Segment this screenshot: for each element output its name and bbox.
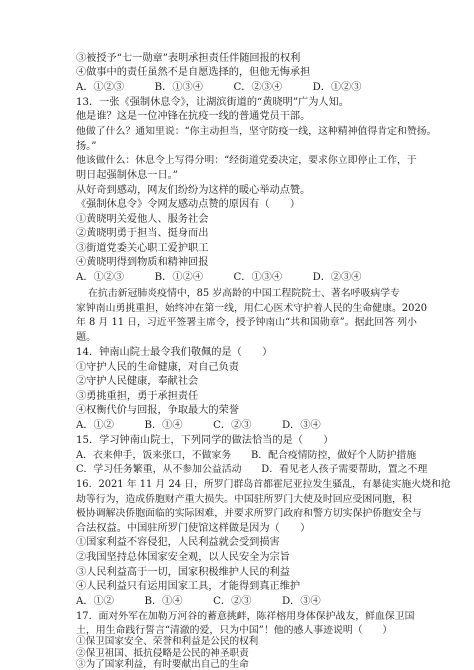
q13-option-2: ②黄晓明勇于担当、挺身而出	[76, 228, 209, 239]
q13-text-line: 他是谁？这是一位冲锋在抗疫一线的普通党员干部。	[76, 111, 311, 122]
q14-option-2: ②守护人民健康，奉献社会	[76, 376, 199, 387]
q16-stem: 16．2021 年 11 月 24 日，所罗门群岛首都霍尼亚拉发生骚乱，有暴徒实施火烧和抢	[76, 479, 451, 490]
q16-text-line: 劫等行为，造成侨胞财产重大损失。中国驻所罗门大使及时回应受困同胞，积	[76, 494, 412, 505]
q17-stem: 17．面对外军在加勒万河谷的蓄意挑衅，陈祥榕用身体保护战友，鲜血保卫国	[76, 611, 415, 622]
q14-stem: 14．钟南山院士最令我们敬佩的是（ ）	[76, 347, 273, 358]
q16-option-2: ②我国坚持总体国家安全观，以人民安全为宗旨	[76, 552, 290, 563]
q13-text-line: 他该做什么：休息令上写得分明：“经街道党委决定，要求你立即停止工作，于	[76, 155, 417, 166]
q13-option-1: ①黄晓明关爱他人、服务社会	[76, 214, 209, 225]
q13-stem: 13．一张《强制休息令》，让湖滨街道的“黄晓明”广为人知。	[76, 97, 349, 108]
q15-choices-ab: A．衣来伸手，饭来张口，不做家务 B．配合疫情防控，做好个人防护措施	[76, 450, 417, 461]
q14-option-3: ③勇挑重担，勇于承担责任	[76, 391, 199, 402]
q17-option-3: ③为了国家利益，有时要献出自己的生命	[76, 659, 249, 670]
q12-option-4: ④做事中的责任虽然不是自愿选择的，但他无悔承担	[76, 67, 311, 78]
q13-text-line: 明日起强制休息一日。”	[76, 170, 178, 181]
q15-choices-cd: C．学习任务繁重，从不参加公益活动 D．看见老人孩子需要帮助，置之不理	[76, 464, 428, 475]
q12-answer-choices: A．①②③ B．①③④ C．②③④ D．①②③	[76, 82, 362, 93]
q13-text-line: 从好奇到感动，网友们纷纷为这样的暖心举动点赞。	[76, 185, 311, 196]
q14-option-1: ①守护人民的生命健康，对自己负责	[76, 362, 239, 373]
q16-option-1: ①国家利益不容侵犯，人民利益就会受到损害	[76, 537, 280, 548]
q13-option-3: ③街道党委关心职工爱护职工	[76, 243, 209, 254]
q16-option-3: ③人民利益高于一切，国家积极维护人民的利益	[76, 567, 290, 578]
q17-option-1: ①保卫国家安全、荣誉和利益是公民的权利	[76, 636, 259, 647]
passage-line: 年 8 月 11 日，习近平签署主席令，授予钟南山“共和国勋章”。据此回答 列小	[76, 317, 417, 328]
q16-text-line: 极协调解决侨胞面临的实际困难，并要求所罗门政府和警方切实保护侨胞安全与	[76, 508, 422, 519]
passage-line: 在抗击新冠肺炎疫情中，85 岁高龄的中国工程院院士、著名呼吸病学专	[88, 288, 400, 299]
q13-answer-choices: A．①②③ B．①②④ C．①③④ D．②③④	[76, 272, 362, 283]
q13-text-line: 扬。”	[76, 141, 97, 152]
q14-option-4: ④权衡代价与回报，争取最大的荣誉	[76, 405, 239, 416]
q12-option-3: ③被授予“七一勋章”表明承担责任伴随回报的权利	[76, 53, 301, 64]
q16-option-4: ④人民利益只有运用国家工具，才能得到真正维护	[76, 581, 301, 592]
q13-question: 《强制休息令》令网友感动点赞的原因有（ ）	[76, 199, 301, 210]
q16-question: 合法权益。中国驻所罗门使馆这样做是因为（ ）	[76, 523, 311, 534]
q16-answer-choices: A．①② B．①④ C．②③ D．③④	[76, 596, 321, 607]
q13-text-line: 他做了什么？通知里说：“你主动担当，坚守防疫一线，这种精神值得肯定和赞扬。	[76, 126, 437, 137]
q17-option-2: ②保卫祖国、抵抗侵略是公民的神圣职责	[76, 648, 249, 659]
q15-stem: 15．学习钟南山院士，下列同学的做法恰当的是（ ）	[76, 435, 334, 446]
passage-line: 题。	[76, 332, 97, 343]
q17-text-line: 土，用生命践行誓言“清澈的爱，只为中国”！他的感人事迹说明（ ）	[76, 625, 393, 636]
passage-line: 家钟南山勇挑重担，始终冲在第一线，用仁心医术守护着人民的生命健康。2020	[76, 303, 428, 314]
q14-answer-choices: A．①② B．①④ C．②③ D．③④	[76, 420, 321, 431]
q13-option-4: ④黄晓明得到物质和精神回报	[76, 257, 209, 268]
